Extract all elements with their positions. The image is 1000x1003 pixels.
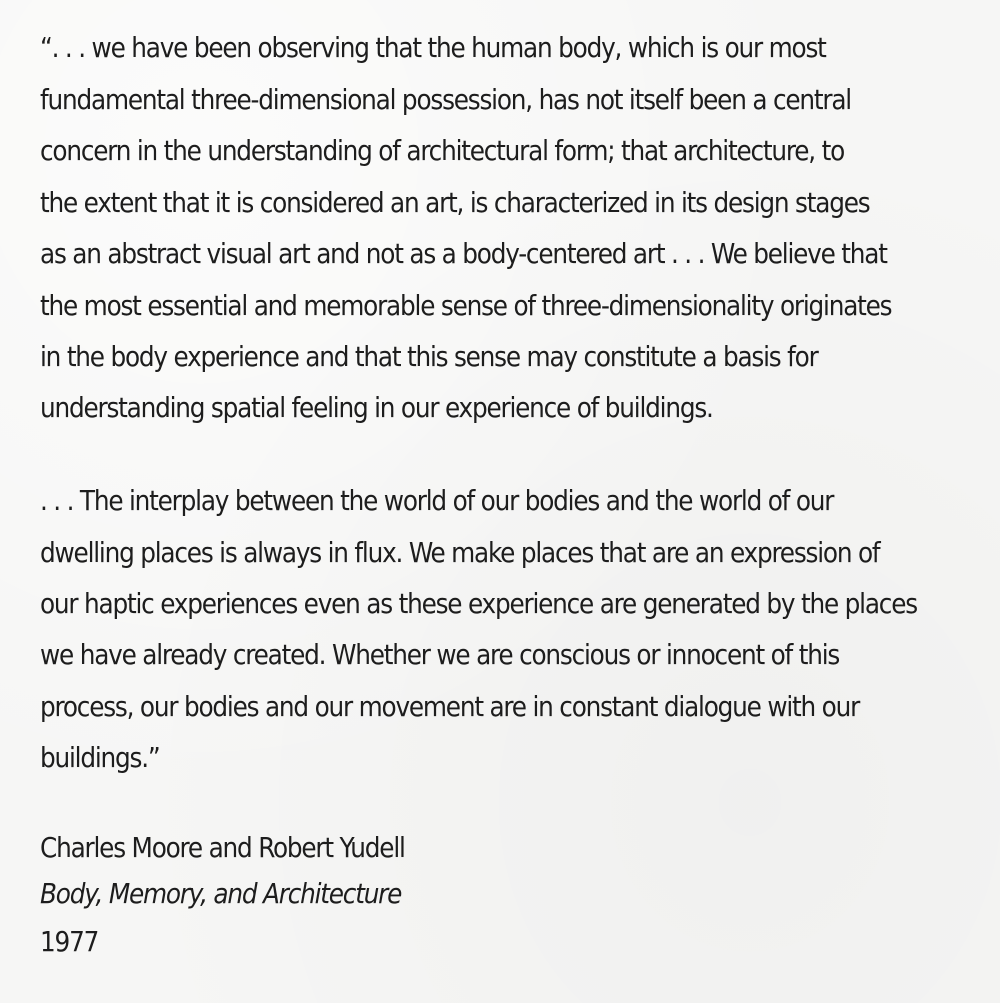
text-line: as an abstract visual art and not as a body-centered art . . . We believe that	[40, 238, 887, 270]
text-line: in the body experience and that this sense may constitute a basis for	[40, 341, 818, 373]
book-title: Body, Memory, and Architecture	[40, 878, 402, 910]
text-line: “. . . we have been observing that the human body, which is our most	[40, 32, 826, 64]
text-line: the extent that it is considered an art, is characterized in its design stages	[40, 187, 870, 219]
text-line: . . . The interplay between the world of our bodies and the world of our	[40, 485, 834, 517]
text-line: process, our bodies and our movement are in constant dialogue with our	[40, 691, 860, 723]
text-line: concern in the understanding of architectural form; that architecture, to	[40, 135, 845, 167]
text-line: buildings.”	[40, 742, 160, 774]
text-line: the most essential and memorable sense of three-dimensionality originates	[40, 290, 892, 322]
text-line: we have already created. Whether we are conscious or innocent of this	[40, 639, 840, 671]
author-names: Charles Moore and Robert Yudell	[40, 832, 405, 864]
text-line: understanding spatial feeling in our experience of buildings.	[40, 392, 713, 424]
text-line: dwelling places is always in flux. We make places that are an expression of	[40, 537, 880, 569]
text-line: our haptic experiences even as these experience are generated by the places	[40, 588, 917, 620]
text-line: fundamental three-dimensional possession, has not itself been a central	[40, 84, 851, 116]
publication-year: 1977	[40, 926, 99, 958]
